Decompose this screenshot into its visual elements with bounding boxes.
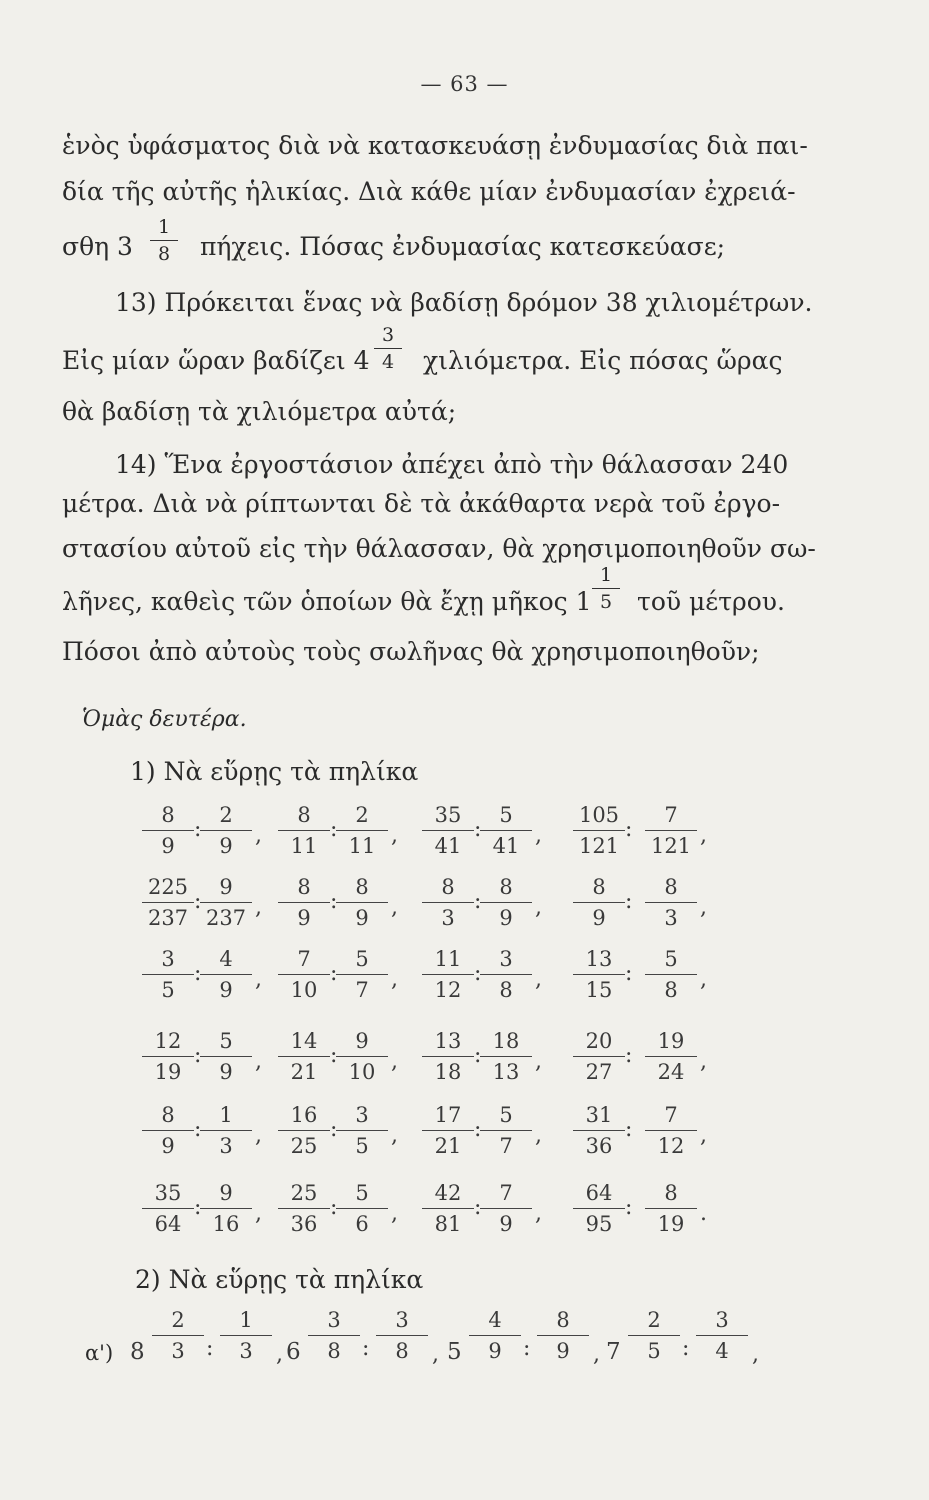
comma: ,: [255, 1201, 262, 1226]
division-sign: :: [330, 817, 338, 842]
fraction: [142, 1031, 194, 1083]
text-line: 13) Πρόκειται ἕνας νὰ βαδίσῃ δρόμον 38 χιλιομέτρων.: [115, 288, 813, 317]
fraction: [628, 1310, 680, 1362]
numerator: 3: [161, 947, 175, 971]
denominator: 9: [161, 1134, 175, 1158]
fraction: [645, 1031, 697, 1083]
fraction: [376, 1310, 428, 1362]
numerator: 5: [499, 1103, 513, 1127]
fraction: [573, 1183, 625, 1235]
division-sign: :: [330, 1043, 338, 1068]
text-line: ἑνὸς ὑφάσματος διὰ νὰ κατασκευάσῃ ἐνδυμασίας διὰ παι-: [62, 131, 808, 160]
denominator: 3: [239, 1339, 253, 1363]
denominator: 5: [355, 1134, 369, 1158]
numerator: 5: [664, 947, 678, 971]
numerator: 2: [355, 803, 369, 827]
numerator: 35: [434, 803, 462, 827]
denominator: 9: [556, 1339, 570, 1363]
fraction: [422, 1105, 474, 1157]
text-line: στασίου αὐτοῦ εἰς τὴν θάλασσαν, θὰ χρησιμοποιηθοῦν σω-: [62, 534, 816, 563]
comma: ,: [535, 823, 542, 848]
denominator: 5: [647, 1339, 661, 1363]
numerator: 5: [355, 947, 369, 971]
numerator: 5: [219, 1029, 233, 1053]
numerator: 3: [395, 1308, 409, 1332]
numerator: 8: [556, 1308, 570, 1332]
division-sign: :: [330, 961, 338, 986]
division-sign: :: [330, 1117, 338, 1142]
comma: ,: [535, 1123, 542, 1148]
division-sign: :: [194, 1117, 202, 1142]
comma: ,: [535, 895, 542, 920]
mixed-number-whole: 8: [130, 1339, 145, 1365]
division-sign: :: [625, 889, 633, 914]
mixed-number-whole: 5: [447, 1339, 462, 1365]
denominator: 5: [161, 978, 175, 1002]
division-sign: :: [474, 889, 482, 914]
fraction: [278, 1183, 330, 1235]
mixed-number-whole: 6: [286, 1339, 301, 1365]
text-line: δία τῆς αὐτῆς ἡλικίας. Διὰ κάθε μίαν ἐνδυμασίαν ἐχρειά-: [62, 177, 796, 206]
text-line: πήχεις. Πόσας ἐνδυμασίας κατεσκεύασε;: [200, 232, 726, 261]
numerator: 7: [664, 803, 678, 827]
numerator: 1: [219, 1103, 233, 1127]
denominator: 95: [585, 1212, 613, 1236]
denominator: 81: [434, 1212, 462, 1236]
numerator: 8: [664, 875, 678, 899]
denominator: 64: [154, 1212, 182, 1236]
numerator: 8: [161, 803, 175, 827]
denominator: 10: [290, 978, 318, 1002]
denominator: 8: [395, 1339, 409, 1363]
denominator: 11: [290, 834, 318, 858]
text-line: λῆνες, καθεὶς τῶν ὁποίων θὰ ἔχῃ μῆκος 1: [62, 587, 592, 616]
denominator: 19: [657, 1212, 685, 1236]
text-line: θὰ βαδίσῃ τὰ χιλιόμετρα αὐτά;: [62, 397, 457, 426]
division-sign: :: [682, 1336, 690, 1361]
numerator: 14: [290, 1029, 318, 1053]
fraction: [336, 1105, 388, 1157]
fraction: [645, 1105, 697, 1157]
comma: ,: [391, 1123, 398, 1148]
numerator: 4: [488, 1308, 502, 1332]
fraction: [645, 949, 697, 1001]
fraction: [480, 1031, 532, 1083]
fraction: [142, 949, 194, 1001]
exercise-title: 1) Νὰ εὕρῃς τὰ πηλίκα: [130, 757, 419, 786]
fraction: [645, 805, 697, 857]
denominator: 237: [205, 906, 247, 930]
fraction: [200, 1031, 252, 1083]
denominator: 25: [290, 1134, 318, 1158]
denominator: 9: [355, 906, 369, 930]
denominator: 15: [585, 978, 613, 1002]
comma: ,: [432, 1342, 439, 1367]
denominator: 8: [664, 978, 678, 1002]
denominator: 12: [657, 1134, 685, 1158]
fraction: [422, 1183, 474, 1235]
comma: ,: [700, 967, 707, 992]
denominator: 8: [327, 1339, 341, 1363]
denominator: 8: [499, 978, 513, 1002]
fraction: [200, 949, 252, 1001]
numerator: 4: [219, 947, 233, 971]
denominator: 7: [499, 1134, 513, 1158]
numerator: 105: [578, 803, 620, 827]
numerator: 7: [499, 1181, 513, 1205]
fraction: [422, 877, 474, 929]
comma: ,: [535, 1049, 542, 1074]
fraction: [480, 949, 532, 1001]
denominator: 36: [585, 1134, 613, 1158]
fraction: [200, 805, 252, 857]
denominator: 13: [492, 1060, 520, 1084]
numerator: 20: [585, 1029, 613, 1053]
numerator: 3: [715, 1308, 729, 1332]
numerator: 225: [147, 875, 189, 899]
denominator: 9: [297, 906, 311, 930]
fraction: [422, 1031, 474, 1083]
text-line: χιλιόμετρα. Εἰς πόσας ὥρας: [423, 346, 783, 375]
numerator: 31: [585, 1103, 613, 1127]
fraction: [645, 877, 697, 929]
item-label: α'): [85, 1341, 114, 1365]
fraction: [336, 1031, 388, 1083]
fraction: [422, 805, 474, 857]
fraction: [336, 805, 388, 857]
comma: ,: [391, 1049, 398, 1074]
numerator: 7: [664, 1103, 678, 1127]
denominator: 3: [441, 906, 455, 930]
denominator: 12: [434, 978, 462, 1002]
comma: ,: [700, 1049, 707, 1074]
fraction: [480, 877, 532, 929]
numerator: 1: [239, 1308, 253, 1332]
division-sign: :: [523, 1336, 531, 1361]
fraction: [573, 949, 625, 1001]
numerator: 19: [657, 1029, 685, 1053]
mixed-number-whole: 7: [606, 1339, 621, 1365]
comma: ,: [752, 1342, 759, 1367]
comma: ,: [391, 967, 398, 992]
denominator: 9: [592, 906, 606, 930]
denominator: 41: [492, 834, 520, 858]
numerator: 3: [355, 1103, 369, 1127]
division-sign: :: [474, 1117, 482, 1142]
denominator: 4: [715, 1339, 729, 1363]
denominator: 6: [355, 1212, 369, 1236]
numerator: 3: [327, 1308, 341, 1332]
division-sign: :: [194, 961, 202, 986]
denominator: 3: [664, 906, 678, 930]
fraction: [480, 1183, 532, 1235]
denominator: 21: [290, 1060, 318, 1084]
division-sign: :: [194, 817, 202, 842]
fraction: [278, 949, 330, 1001]
division-sign: :: [362, 1336, 370, 1361]
fraction: [152, 1310, 204, 1362]
comma: ,: [700, 895, 707, 920]
fraction: [278, 877, 330, 929]
numerator: 8: [664, 1181, 678, 1205]
fraction: [573, 877, 625, 929]
text-line: 14) Ἕνα ἐργοστάσιον ἀπέχει ἀπὸ τὴν θάλασσαν 240: [115, 450, 789, 479]
text-line: μέτρα. Διὰ νὰ ρίπτωνται δὲ τὰ ἀκάθαρτα νερὰ τοῦ ἐργο-: [62, 489, 781, 518]
exercise-title: 2) Νὰ εὕρῃς τὰ πηλίκα: [135, 1265, 424, 1294]
denominator: 121: [650, 834, 692, 858]
comma: ,: [391, 1201, 398, 1226]
comma: ,: [255, 967, 262, 992]
denominator: 11: [348, 834, 376, 858]
numerator: 42: [434, 1181, 462, 1205]
denominator: 21: [434, 1134, 462, 1158]
text-line: σθη 3: [62, 232, 133, 261]
division-sign: :: [625, 817, 633, 842]
division-sign: :: [194, 1043, 202, 1068]
denominator: 41: [434, 834, 462, 858]
denominator: 36: [290, 1212, 318, 1236]
denominator: 9: [219, 834, 233, 858]
fraction: [336, 1183, 388, 1235]
fraction: [142, 1105, 194, 1157]
text-line: Εἰς μίαν ὥραν βαδίζει 4: [62, 346, 370, 375]
denominator: 19: [154, 1060, 182, 1084]
numerator: 2: [219, 803, 233, 827]
denominator: 9: [499, 906, 513, 930]
fraction: [336, 877, 388, 929]
numerator: 7: [297, 947, 311, 971]
numerator: 13: [585, 947, 613, 971]
comma: ,: [535, 1201, 542, 1226]
division-sign: :: [625, 1195, 633, 1220]
numerator: 35: [154, 1181, 182, 1205]
denominator: 9: [499, 1212, 513, 1236]
division-sign: :: [194, 889, 202, 914]
comma: ,: [255, 823, 262, 848]
fraction: [200, 877, 252, 929]
numerator: 8: [297, 875, 311, 899]
numerator: 8: [161, 1103, 175, 1127]
denominator: 16: [212, 1212, 240, 1236]
fraction: [200, 1183, 252, 1235]
comma: ,: [535, 967, 542, 992]
text-line: τοῦ μέτρου.: [637, 587, 785, 616]
numerator: 8: [355, 875, 369, 899]
denominator: 7: [355, 978, 369, 1002]
numerator: 17: [434, 1103, 462, 1127]
fraction: [308, 1310, 360, 1362]
denominator: 3: [219, 1134, 233, 1158]
fraction: [142, 1183, 194, 1235]
numerator: 8: [499, 875, 513, 899]
fraction: [278, 805, 330, 857]
numerator: 16: [290, 1103, 318, 1127]
numerator: 5: [355, 1181, 369, 1205]
division-sign: :: [625, 1043, 633, 1068]
numerator: 9: [219, 875, 233, 899]
division-sign: :: [625, 961, 633, 986]
division-sign: :: [625, 1117, 633, 1142]
numerator: 8: [441, 875, 455, 899]
fraction: [480, 805, 532, 857]
denominator: 9: [161, 834, 175, 858]
division-sign: :: [474, 1195, 482, 1220]
comma: ,: [700, 823, 707, 848]
denominator: 9: [488, 1339, 502, 1363]
text-line: Πόσοι ἀπὸ αὐτοὺς τοὺς σωλῆνας θὰ χρησιμοποιηθοῦν;: [62, 637, 760, 666]
fraction: [422, 949, 474, 1001]
division-sign: :: [330, 1195, 338, 1220]
division-sign: :: [474, 817, 482, 842]
fraction: [573, 805, 625, 857]
denominator: 24: [657, 1060, 685, 1084]
numerator: 8: [297, 803, 311, 827]
denominator: 9: [219, 978, 233, 1002]
period: .: [700, 1201, 707, 1226]
comma: ,: [255, 1049, 262, 1074]
numerator: 11: [434, 947, 462, 971]
fraction: [480, 1105, 532, 1157]
denominator: 121: [578, 834, 620, 858]
comma: ,: [391, 895, 398, 920]
numerator: 2: [647, 1308, 661, 1332]
numerator: 25: [290, 1181, 318, 1205]
denominator: 27: [585, 1060, 613, 1084]
division-sign: :: [474, 1043, 482, 1068]
fraction: [469, 1310, 521, 1362]
fraction: [573, 1031, 625, 1083]
fraction: 1 5: [592, 566, 620, 612]
division-sign: :: [194, 1195, 202, 1220]
comma: ,: [593, 1342, 600, 1367]
denominator: 10: [348, 1060, 376, 1084]
division-sign: :: [206, 1336, 214, 1361]
comma: ,: [255, 895, 262, 920]
numerator: 9: [355, 1029, 369, 1053]
denominator: 237: [147, 906, 189, 930]
division-sign: :: [330, 889, 338, 914]
numerator: 9: [219, 1181, 233, 1205]
comma: ,: [276, 1342, 283, 1367]
numerator: 64: [585, 1181, 613, 1205]
numerator: 2: [171, 1308, 185, 1332]
fraction: [645, 1183, 697, 1235]
numerator: 18: [492, 1029, 520, 1053]
fraction: [573, 1105, 625, 1157]
fraction: [537, 1310, 589, 1362]
fraction: 3 4: [374, 326, 402, 372]
fraction: [220, 1310, 272, 1362]
fraction: [142, 877, 194, 929]
fraction: [142, 805, 194, 857]
numerator: 8: [592, 875, 606, 899]
page-number: — 63 —: [420, 72, 509, 96]
fraction: [278, 1105, 330, 1157]
comma: ,: [391, 823, 398, 848]
comma: ,: [700, 1123, 707, 1148]
fraction: [336, 949, 388, 1001]
fraction: [200, 1105, 252, 1157]
fraction: 1 8: [150, 218, 178, 264]
numerator: 3: [499, 947, 513, 971]
numerator: 12: [154, 1029, 182, 1053]
denominator: 9: [219, 1060, 233, 1084]
comma: ,: [255, 1123, 262, 1148]
division-sign: :: [474, 961, 482, 986]
numerator: 5: [499, 803, 513, 827]
fraction: [696, 1310, 748, 1362]
section-heading: Ὁμὰς δευτέρα.: [82, 707, 247, 732]
fraction: [278, 1031, 330, 1083]
denominator: 3: [171, 1339, 185, 1363]
denominator: 18: [434, 1060, 462, 1084]
numerator: 13: [434, 1029, 462, 1053]
